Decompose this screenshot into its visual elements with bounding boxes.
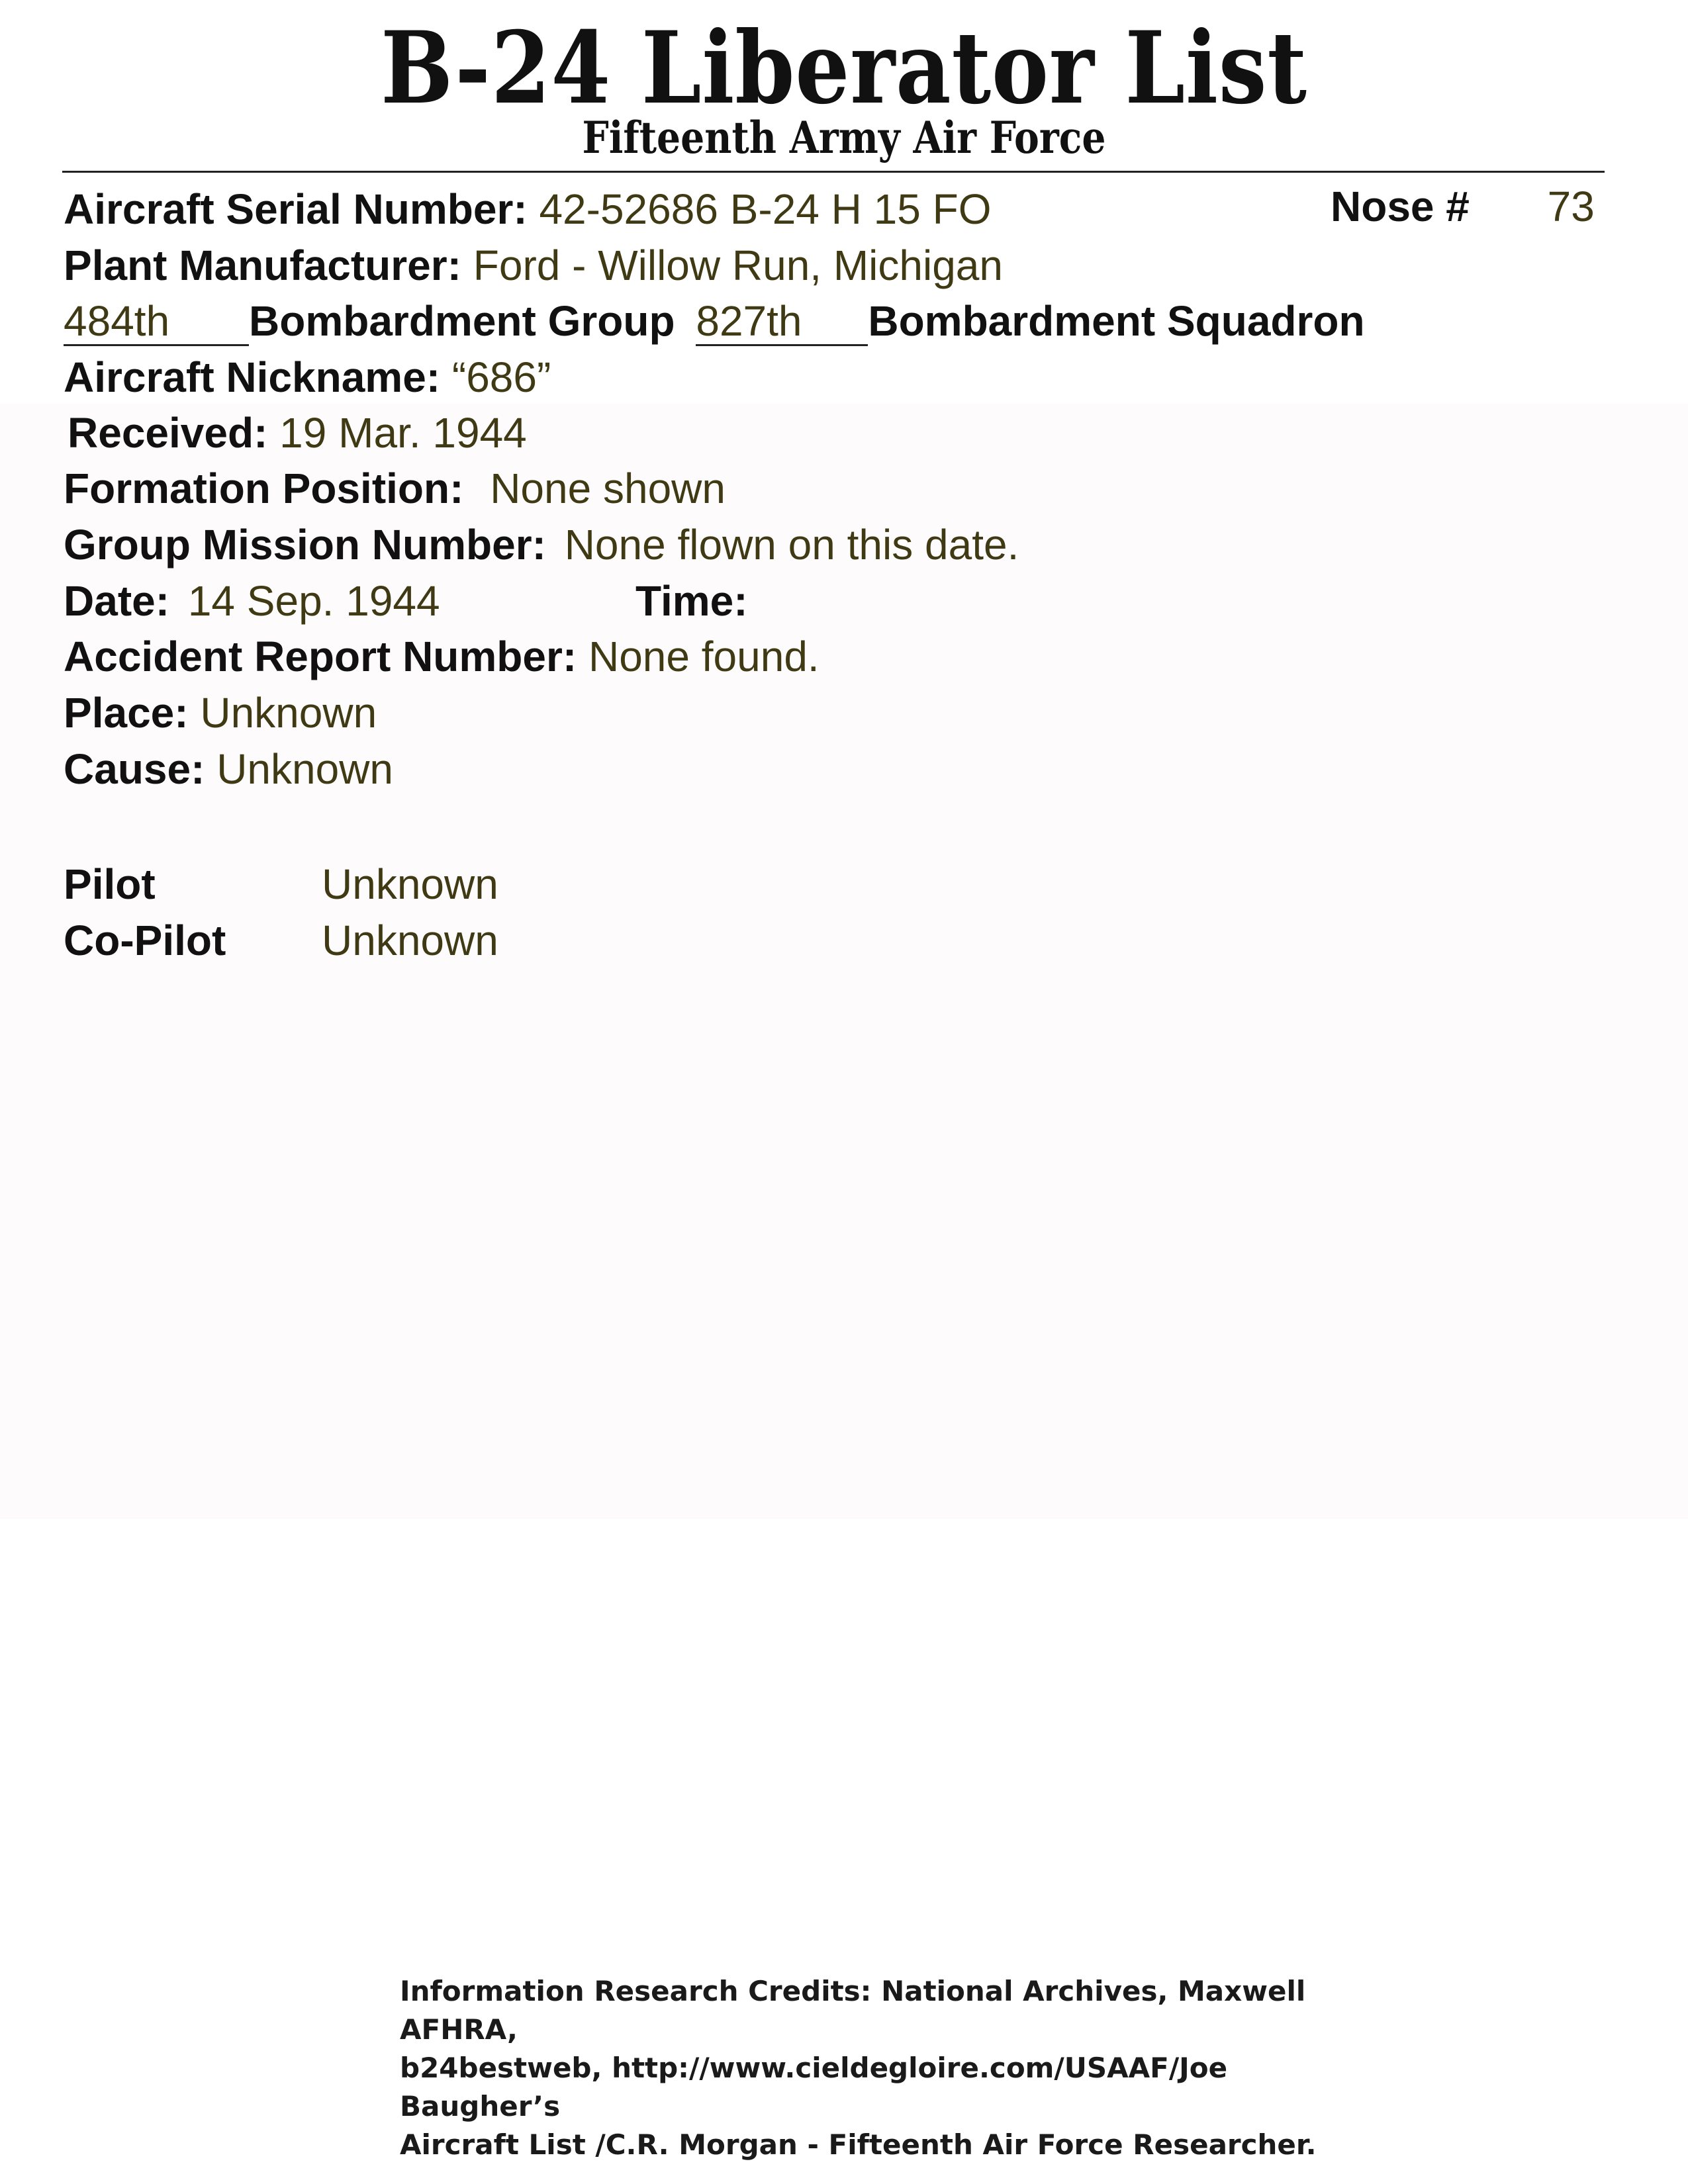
pilot-row: [64, 858, 498, 911]
place-value: Unknown: [200, 689, 377, 737]
formation-value: None shown: [490, 465, 726, 512]
title-divider: [62, 171, 1605, 173]
research-credits: [400, 1972, 1393, 2164]
received-label: Received:: [68, 409, 268, 457]
time-label: Time:: [635, 577, 748, 625]
date-row: [64, 574, 440, 627]
serial-label: Aircraft Serial Number:: [64, 185, 528, 233]
nickname-label: Aircraft Nickname:: [64, 353, 441, 401]
place-label: Place:: [64, 689, 189, 737]
plant-value: Ford - Willow Run, Michigan: [473, 242, 1003, 289]
nose-value: 73: [1547, 183, 1595, 230]
accident-value: None found.: [588, 633, 820, 680]
accident-row: [64, 630, 820, 683]
nickname-row: [64, 351, 551, 404]
nose-row: [1331, 180, 1595, 233]
credits-line: b24bestweb, http://www.cieldegloire.com/USAAF/Joe Baugher’s: [400, 2052, 1228, 2122]
formation-label: Formation Position:: [64, 465, 464, 512]
time-row: [635, 574, 748, 627]
credits-line: Information Research Credits: National Archives, Maxwell AFHRA,: [400, 1975, 1306, 2046]
copilot-label: Co-Pilot: [64, 917, 226, 964]
serial-value: 42-52686 B-24 H 15 FO: [539, 185, 992, 233]
credits-line: Aircraft List /C.R. Morgan - Fifteenth Air Force Researcher.: [400, 2128, 1317, 2161]
cause-row: [64, 743, 393, 796]
date-value: 14 Sep. 1944: [187, 577, 440, 625]
date-label: Date:: [64, 577, 170, 625]
squadron-number: 827th: [696, 298, 868, 346]
plant-label: Plant Manufacturer:: [64, 242, 461, 289]
received-row: [68, 406, 527, 459]
group-label: Bombardment Group: [249, 297, 675, 345]
mission-label: Group Mission Number:: [64, 521, 546, 569]
copilot-row: [64, 914, 498, 967]
group-number: 484th: [64, 298, 249, 346]
accident-label: Accident Report Number:: [64, 633, 577, 680]
squadron-label: Bombardment Squadron: [868, 297, 1365, 345]
unit-row: [64, 295, 1365, 347]
plant-row: [64, 239, 1003, 292]
page-subtitle: Fifteenth Army Air Force: [582, 112, 1106, 163]
cause-value: Unknown: [216, 745, 393, 793]
page-title: B-24 Liberator List: [381, 10, 1307, 126]
nose-label: Nose #: [1331, 183, 1470, 230]
received-value: 19 Mar. 1944: [279, 409, 527, 457]
pilot-label: Pilot: [64, 860, 156, 908]
nickname-value: “686”: [451, 353, 551, 401]
place-row: [64, 686, 377, 739]
mission-row: [64, 518, 1019, 571]
mission-value: None flown on this date.: [564, 521, 1019, 569]
formation-row: [64, 462, 726, 515]
copilot-name: Unknown: [322, 917, 498, 964]
cause-label: Cause:: [64, 745, 205, 793]
serial-row: [64, 183, 992, 236]
pilot-name: Unknown: [322, 860, 498, 908]
